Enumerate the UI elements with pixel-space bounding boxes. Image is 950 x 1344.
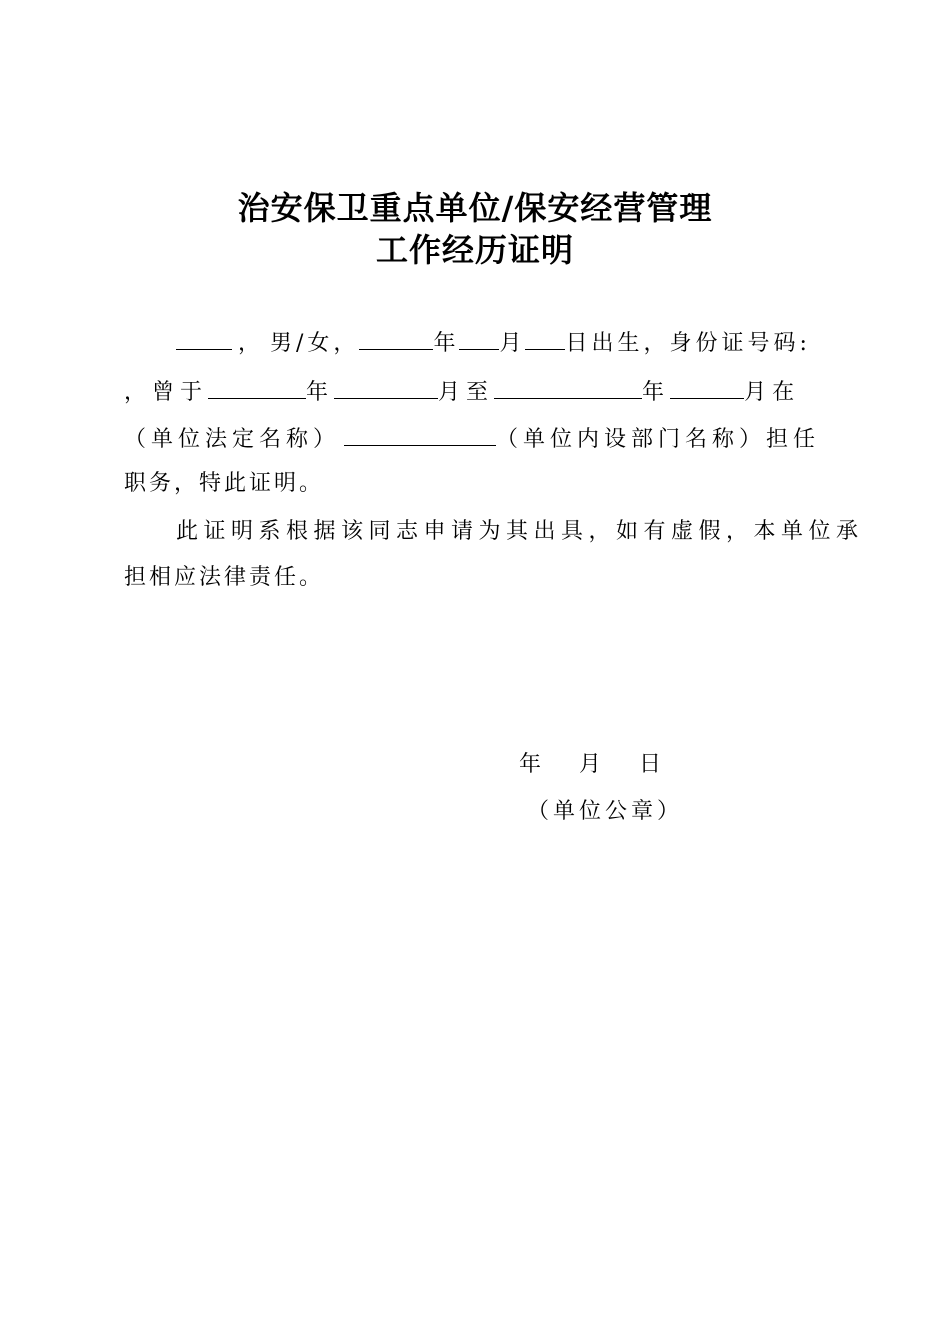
unit-legal-name-label: （单位法定名称）: [124, 427, 341, 452]
end-month-blank: [670, 374, 744, 399]
paragraph-2-line-1: [124, 515, 864, 549]
body-line-1: [124, 325, 828, 361]
end-year-blank: [494, 374, 642, 399]
dept-name-label: （单位内设部门名称）担任: [496, 427, 821, 452]
declaration-text-2: 担相应法律责任。: [124, 565, 325, 590]
start-year-blank: [208, 374, 306, 399]
declaration-text-1: 此证明系根据该同志申请为其出具，如有虚假，本单位承: [176, 519, 864, 544]
paragraph-2-line-2: [124, 561, 828, 595]
year-label: 年: [433, 331, 460, 356]
unit-blank: [344, 421, 496, 446]
start-year-label: 年: [306, 380, 335, 405]
month-to-label: 月至: [438, 380, 495, 405]
body-line-3: [124, 421, 828, 457]
position-text: 职务，特此证明。: [124, 471, 325, 496]
name-blank: [176, 325, 232, 350]
unit-seal-label: （单位公章）: [527, 799, 684, 824]
gender-text: 男/女，: [270, 331, 360, 356]
body-line-4: [124, 467, 828, 501]
once-at-text: ，曾于: [124, 380, 209, 405]
birth-month-blank: [459, 325, 499, 350]
birth-day-blank: [525, 325, 565, 350]
month-label: 月: [499, 331, 526, 356]
body-line-2: [124, 374, 828, 410]
month-at-label: 月在: [744, 380, 801, 405]
birth-year-blank: [359, 325, 433, 350]
signature-date: 年 月 日: [519, 752, 663, 777]
end-year-label: 年: [642, 380, 671, 405]
birth-id-label: 日出生，身份证号码:: [565, 331, 811, 356]
document-title-line2: 工作经历证明: [375, 231, 574, 269]
comma-text: ，: [238, 331, 265, 356]
document-title-line1: 治安保卫重点单位/保安经营管理: [237, 189, 713, 227]
start-month-blank: [334, 374, 438, 399]
